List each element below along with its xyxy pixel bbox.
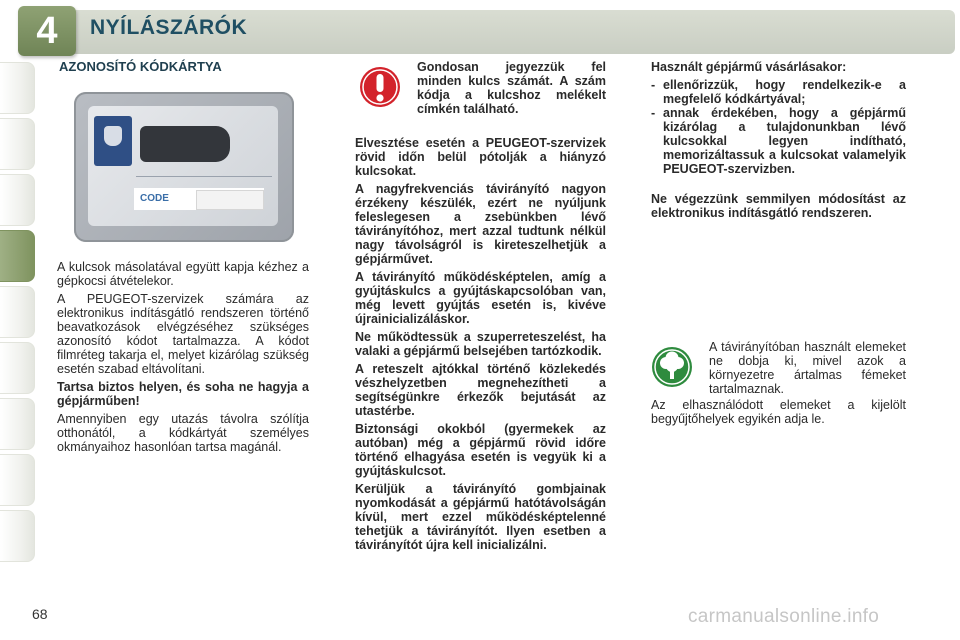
side-tab-9[interactable] [0, 510, 35, 562]
list-dash: - [651, 106, 656, 120]
middle-paragraph-5: A reteszelt ajtókkal történő közlekedés vészhelyzetben megnehezítheti a segítségünkre érkezők bejutását az utastérbe. [355, 362, 606, 418]
list-item-text: annak érdekében, hogy a gépjármű kizárólag a tulajdonunkban lévő kulcsokkal legyen indítható, memorizáltassuk a kulcsokat valamelyik PEUGEOT-szervizben. [663, 106, 906, 176]
used-vehicle-heading: Használt gépjármű vásárlásakor: [651, 60, 847, 74]
card-stripe [136, 176, 272, 177]
list-item-text: ellenőrizzük, hogy rendelkezik-e a megfelelő kódkártyával; [663, 78, 906, 106]
middle-paragraph-6: Biztonsági okokból (gyermekek az autóban) még a gépjármű rövid időre történő elhagyása esetén is vegyük ki a gyújtáskulcsot. [355, 422, 606, 478]
code-label: CODE [134, 188, 264, 210]
warning-block [355, 60, 606, 116]
section-title: AZONOSÍTÓ KÓDKÁRTYA [59, 59, 222, 74]
warning-exclamation-icon [359, 66, 401, 108]
watermark: carmanualsonline.info [688, 606, 880, 627]
side-tab-7[interactable] [0, 398, 35, 450]
side-tab-5[interactable] [0, 286, 35, 338]
middle-paragraph-7: Kerüljük a távirányító gombjainak nyomkodását a gépjármű hatótávolságán kívül, mert ezzel működésképtelenné tehetjük a távirányítót. Ilyen esetben a távirányítót újra kell inicializálni. [355, 482, 606, 552]
list-item [651, 78, 906, 106]
side-tab-4-active[interactable] [0, 230, 35, 282]
left-paragraph-2: A PEUGEOT-szervizek számára az elektronikus indításgátló rendszeren történő beavatkozások elvégzéséhez szükséges azonosító kódot tartalmazza. A kódot filmréteg takarja el, melyet kizárólag szükség esetén szabad eltávolítani. [57, 292, 309, 376]
right-column [651, 60, 906, 430]
middle-paragraph-3: A távirányító működésképtelen, amíg a gyújtáskulcs a gyújtáskapcsolóban van, még levett gyújtás esetén is, kivéve újrainicializáláskor. [355, 270, 606, 326]
middle-paragraph-1: Elvesztése esetén a PEUGEOT-szervizek rövid időn belül pótolják a hiányzó kulcsokat. [355, 136, 606, 178]
code-card-illustration [74, 92, 294, 242]
left-paragraph-3: Tartsa biztos helyen, és soha ne hagyja a gépjárműben! [57, 380, 309, 408]
middle-paragraph-2: A nagyfrekvenciás távirányító nagyon érzékeny készülék, ezért ne nyúljunk feleslegesen a zsebünkben lévő távirányítóhoz, mert azzal tudtunk nélkül nagy távolságról is kireteszelhetjük a gépjárművet. [355, 182, 606, 266]
side-tab-6[interactable] [0, 342, 35, 394]
middle-paragraph-4: Ne működtessük a szuperreteszelést, ha valaki a gépjármű belsejében tartózkodik. [355, 330, 606, 358]
environment-tree-icon [651, 346, 693, 388]
key-icon [140, 126, 230, 162]
page-number: 68 [32, 606, 48, 622]
peugeot-logo-icon [94, 116, 132, 166]
side-tab-2[interactable] [0, 118, 35, 170]
left-paragraph-4: Amennyiben egy utazás távolra szólítja otthonától, a kódkártyát személyes okmányaihoz hasonlóan tartsa magánál. [57, 412, 309, 454]
side-tab-1[interactable] [0, 62, 35, 114]
chapter-number-tab: 4 [18, 6, 76, 56]
environment-text-continued: Az elhasználódott elemeket a kijelölt begyűjtőhelyek egyikén adja le. [651, 398, 906, 426]
environment-text: A távirányítóban használt elemeket ne dobja ki, mivel azok a környezetre ártalmas fémeket tartalmaznak. [709, 340, 906, 396]
environment-block [651, 340, 906, 396]
warning-text: Gondosan jegyezzük fel minden kulcs számát. A szám kódja a kulcshoz melékelt címkén található. [417, 60, 606, 116]
left-paragraph-1: A kulcsok másolatával együtt kapja kézhez a gépkocsi átvételekor. [57, 260, 309, 288]
code-covered-box [196, 190, 264, 210]
side-tab-3[interactable] [0, 174, 35, 226]
page-title: NYÍLÁSZÁRÓK [90, 16, 248, 39]
no-modification-note: Ne végezzünk semmilyen módosítást az elektronikus indításgátló rendszeren. [651, 192, 906, 220]
side-tab-8[interactable] [0, 454, 35, 506]
middle-column [355, 60, 606, 556]
list-dash: - [651, 78, 656, 92]
left-column [57, 60, 309, 458]
chapter-side-tabs [0, 62, 36, 566]
code-card-panel [88, 106, 278, 226]
list-item [651, 106, 906, 176]
